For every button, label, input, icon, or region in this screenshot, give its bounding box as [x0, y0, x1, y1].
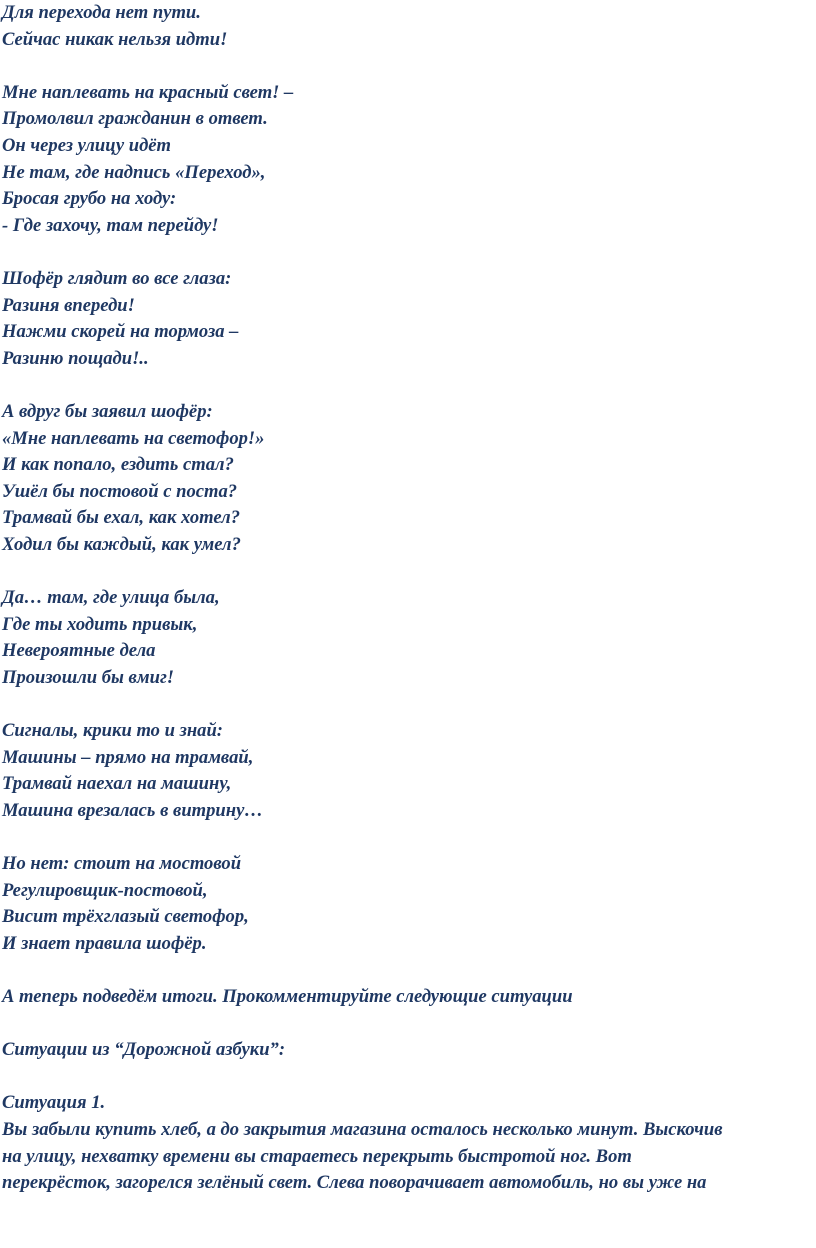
poem-line: Нажми скорей на тормоза – — [2, 321, 239, 343]
poem-line: Висит трёхглазый светофор, — [2, 906, 249, 928]
blank-line — [2, 1011, 816, 1038]
poem-line: Разиня впереди! — [2, 294, 135, 316]
poem-line: Но нет: стоит на мостовой — [2, 853, 242, 874]
situation-text-line: на улицу, нехватку времени вы стараетесь перекрыть быстротой ног. Вот — [2, 1145, 632, 1167]
poem-line: Сейчас никак нельзя идти! — [2, 28, 228, 50]
blank-line — [2, 824, 816, 851]
stanza-4 — [2, 399, 816, 559]
poem-line: Где ты ходить привык, — [2, 613, 198, 635]
poem-line: - Где захочу, там перейду! — [2, 214, 219, 236]
poem-line: Разиню пощади!.. — [2, 347, 149, 369]
poem-line: Не там, где надпись «Переход», — [2, 161, 266, 183]
blank-line — [2, 1064, 816, 1091]
poem-line: Машины – прямо на трамвай, — [2, 746, 254, 768]
poem-line: Для перехода нет пути. — [2, 2, 201, 23]
situation-1 — [2, 1090, 816, 1196]
stanza-2 — [2, 80, 816, 240]
poem-line: «Мне наплевать на светофор!» — [2, 427, 265, 449]
blank-line — [2, 372, 816, 399]
poem-line: Сигналы, крики то и знай: — [2, 720, 224, 742]
poem-line: Он через улицу идёт — [2, 134, 172, 156]
poem-line: Да… там, где улица была, — [2, 587, 220, 609]
situation-text-line: перекрёсток, загорелся зелёный свет. Слева поворачивает автомобиль, но вы уже на — [2, 1172, 707, 1194]
situation-title: Ситуация 1. — [2, 1092, 106, 1114]
stanza-3 — [2, 266, 816, 372]
summary-line: А теперь подведём итоги. Прокомментируйте следующие ситуации — [2, 985, 573, 1007]
poem-line: Трамвай наехал на машину, — [2, 773, 232, 795]
poem-line: Ходил бы каждый, как умел? — [2, 533, 241, 555]
poem-line: Трамвай бы ехал, как хотел? — [2, 507, 241, 529]
poem-line: Мне наплевать на красный свет! – — [2, 81, 294, 103]
poem-line: Промолвил гражданин в ответ. — [2, 108, 268, 130]
blank-line — [2, 239, 816, 266]
poem-line: Ушёл бы постовой с поста? — [2, 480, 238, 502]
poem-line: Произошли бы вмиг! — [2, 666, 175, 688]
poem-line: Шофёр глядит во все глаза: — [2, 267, 232, 289]
situations-heading: Ситуации из “Дорожной азбуки”: — [2, 1039, 286, 1061]
blank-line — [2, 691, 816, 718]
stanza-6 — [2, 718, 816, 824]
poem-line: Машина врезалась в витрину… — [2, 799, 263, 821]
poem-line: А вдруг бы заявил шофёр: — [2, 400, 213, 422]
poem-line: И знает правила шофёр. — [2, 932, 207, 954]
blank-line — [2, 957, 816, 984]
poem-line: И как попало, ездить стал? — [2, 454, 234, 476]
blank-line — [2, 558, 816, 585]
poem-line: Бросая грубо на ходу: — [2, 188, 177, 210]
stanza-5 — [2, 585, 816, 691]
stanza-1 — [2, 0, 816, 53]
situation-text-line: Вы забыли купить хлеб, а до закрытия магазина осталось несколько минут. Выскочив — [2, 1118, 723, 1140]
poem-line: Невероятные дела — [2, 640, 156, 662]
poem-line: Регулировщик-постовой, — [2, 879, 208, 901]
stanza-7 — [2, 851, 816, 957]
blank-line — [2, 53, 816, 80]
